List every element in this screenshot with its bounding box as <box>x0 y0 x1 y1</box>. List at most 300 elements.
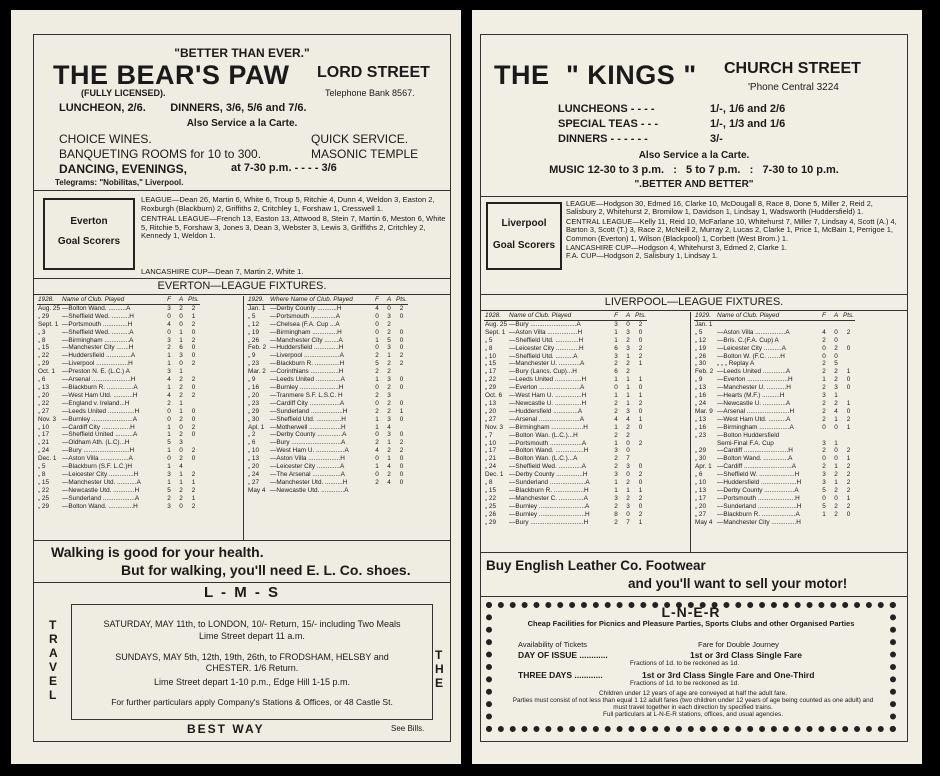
fixture-for: 3 <box>614 352 618 360</box>
fixture-against: 1 <box>179 478 183 486</box>
fixture-points: 0 <box>846 376 851 384</box>
fixture-points: 2 <box>846 471 851 479</box>
fixture-for: 3 <box>614 447 618 455</box>
fixture-for: 3 <box>167 470 171 478</box>
bears-paw-carte: Also Service a la Carte. <box>186 118 298 129</box>
lms-london-depart: Lime Street depart 11 a.m. <box>199 631 305 641</box>
fixture-date: „ 5 <box>485 336 493 344</box>
fixture-club: —Bolton Wan. (L.C.)...A <box>509 455 578 463</box>
fixture-against: 3 <box>179 352 183 360</box>
fixture-club: —Chelsea (F.A. Cup ...A <box>270 320 340 328</box>
fixture-club: —Manchester Utd. ..........H <box>270 478 348 486</box>
fixture-for: 4 <box>822 328 826 336</box>
fixture-row <box>37 479 200 487</box>
fixture-for: 1 <box>375 415 379 423</box>
fixture-for: 2 <box>822 447 826 455</box>
fixture-row <box>247 400 408 408</box>
fixture-date: „ 9 <box>248 376 256 384</box>
fixture-club: —Bury ..............................H <box>509 518 589 526</box>
fixture-points: 1 <box>846 455 851 463</box>
fixture-row <box>247 329 408 337</box>
fixture-row <box>484 519 647 527</box>
fixture-points: 2 <box>638 344 643 352</box>
divider <box>243 296 244 540</box>
fixture-club: —Bris. C.(F.A. Cup) A <box>717 336 779 344</box>
fixture-against: 3 <box>626 344 630 352</box>
fixture-date: „ 13 <box>248 455 260 463</box>
fixture-points <box>395 392 408 400</box>
fixture-row <box>247 439 408 447</box>
scorers-lancashire-cup: LANCASHIRE CUP—Hodgson 4, Whitehurst 3, Edmed 2, Clarke 1. <box>566 243 787 253</box>
fixture-row <box>37 408 200 416</box>
fixture-date: Oct. 6 <box>485 392 503 400</box>
fixture-date: „ 29 <box>38 312 50 320</box>
fixture-against: 2 <box>387 360 391 368</box>
fixture-points: 2 <box>399 439 404 447</box>
fixture-for: 5 <box>375 360 379 368</box>
fixture-against: 0 <box>626 510 630 518</box>
fixture-row <box>247 352 408 360</box>
fixture-date: „ 27 <box>485 415 497 423</box>
fixture-for: 5 <box>167 439 171 447</box>
fixture-against: 1 <box>179 399 183 407</box>
fixture-for: 1 <box>822 376 826 384</box>
fixture-row <box>694 376 855 384</box>
fixture-points: 2 <box>638 320 643 328</box>
fixture-club: —England v. Ireland...H <box>62 399 130 407</box>
fixture-for <box>818 320 830 328</box>
left-page <box>11 10 461 764</box>
fixture-club: —Portsmouth .....................H <box>717 494 800 502</box>
fixture-row <box>37 392 200 400</box>
kings-tagline: ".BETTER AND BETTER" <box>634 179 754 190</box>
fixture-points <box>187 463 200 471</box>
fixture-row <box>247 408 408 416</box>
fixture-club: —Oldham Ath. (L.C)...H <box>62 439 130 447</box>
fixture-for: 0 <box>822 423 826 431</box>
fixture-row <box>484 337 647 345</box>
fixture-date: „ 19 <box>248 328 260 336</box>
fixture-against: 1 <box>626 486 630 494</box>
travel-vertical: T R A V E L <box>49 618 58 702</box>
fixture-for: 2 <box>375 439 379 447</box>
fixture-against: 4 <box>834 407 838 415</box>
fixture-date: „ 8 <box>38 336 46 344</box>
fixture-points: 2 <box>846 415 851 423</box>
fixture-for: 3 <box>822 439 826 447</box>
fixture-for: 2 <box>614 360 618 368</box>
fixture-date: „ 23 <box>695 431 707 439</box>
fixture-club: —Cardiff ...........................A <box>717 463 797 471</box>
fixture-club: —Manchester City ........A <box>270 336 343 344</box>
telegrams: Telegrams: "Nobilitas," Liverpool. <box>55 178 184 187</box>
fixture-club: —Derby County ..............A <box>270 431 347 439</box>
fixture-club: —Leicester City ..........A <box>717 344 786 352</box>
fixture-points: 2 <box>638 494 643 502</box>
fixture-against: 2 <box>179 415 183 423</box>
fixture-points: 0 <box>191 407 196 415</box>
fixture-for: 0 <box>822 494 826 502</box>
fixture-against: 0 <box>626 320 630 328</box>
fixture-for: 1 <box>167 431 171 439</box>
fixture-date: „ 29 <box>248 407 260 415</box>
lner-three-fractions: Fractions of 1d. to be reckoned as 1d. <box>630 680 740 687</box>
bears-paw-street: LORD STREET <box>317 64 430 81</box>
fixture-for: 5 <box>822 502 826 510</box>
fixture-date: „ 20 <box>248 463 260 471</box>
fixture-against: 1 <box>834 439 838 447</box>
fixture-points: 1 <box>846 399 851 407</box>
lner-three-fare: 1st or 3rd Class Single Fare and One-Third <box>642 670 815 680</box>
fixture-club: —Leeds United ..............A <box>270 376 345 384</box>
banqueting-rooms: BANQUETING ROOMS for 10 to 300. <box>59 147 262 161</box>
fixture-date: „ 3 <box>38 328 46 336</box>
fixture-date: Aug. 25 <box>38 304 61 312</box>
fixture-club: —Hearts (M.F.) ..........H <box>717 392 785 400</box>
fixture-date: „ 23 <box>248 360 260 368</box>
fixture-points: 1 <box>638 486 643 494</box>
fixture-against: 2 <box>179 431 183 439</box>
fixture-points: 0 <box>399 431 404 439</box>
fixture-points: 0 <box>399 344 404 352</box>
divider <box>33 540 451 541</box>
fixture-date: „ 12 <box>695 336 707 344</box>
fixture-row <box>247 384 408 392</box>
fixture-for: 3 <box>614 320 618 328</box>
fixture-date: „ 16 <box>248 383 260 391</box>
fixture-row <box>694 408 855 416</box>
fixture-against: 1 <box>387 439 391 447</box>
scorer-club: Everton <box>70 216 108 227</box>
fixture-date: „ 10 <box>485 439 497 447</box>
fixture-against: 2 <box>387 399 391 407</box>
fixture-row <box>484 471 647 479</box>
fixture-club: —Portsmouth ..............H <box>62 320 133 328</box>
lner-day-fractions: Fractions of 1d. to be reckoned as 1d. <box>630 660 740 667</box>
scorers-fa-cup: F.A. CUP—Hodgson 2, Salisbury 1, Lindsay 1. <box>566 251 718 261</box>
fixture-for: 3 <box>822 479 826 487</box>
fixture-points: 0 <box>399 470 404 478</box>
fixture-for: 0 <box>375 344 379 352</box>
fixture-against: 2 <box>387 383 391 391</box>
fixture-club: —Bolton W. (F.C. .......H <box>717 352 785 360</box>
fixture-for: 2 <box>822 415 826 423</box>
fixture-against: 2 <box>179 455 183 463</box>
fixture-against: 2 <box>626 431 630 439</box>
fixture-points: 1 <box>846 368 851 376</box>
fixture-points: 2 <box>638 439 643 447</box>
fixture-date <box>694 440 716 448</box>
fixture-for: 1 <box>167 463 171 471</box>
fixture-for: 4 <box>167 320 171 328</box>
fixture-row <box>694 495 855 503</box>
fixture-row <box>37 424 200 432</box>
fixture-against: 0 <box>626 439 630 447</box>
lner-day-of-issue: DAY OF ISSUE ............ <box>518 650 608 660</box>
fixture-row <box>694 416 855 424</box>
footwear-ad-2: and you'll want to sell your motor! <box>628 576 848 591</box>
fixture-against: 1 <box>626 392 630 400</box>
fixture-against: 2 <box>834 344 838 352</box>
fixture-points: 1 <box>191 312 196 320</box>
fixture-against: 0 <box>834 455 838 463</box>
fixture-date: „ 26 <box>248 336 260 344</box>
fixture-points: 2 <box>846 486 851 494</box>
fixture-date: May 4 <box>695 518 713 526</box>
fixture-points: 2 <box>191 486 196 494</box>
fixture-date: „ 24 <box>485 463 497 471</box>
fixture-for: 2 <box>614 431 618 439</box>
fixture-row <box>484 503 647 511</box>
fixture-points: 0 <box>399 383 404 391</box>
fixture-against: 0 <box>387 304 391 312</box>
fixture-row <box>37 304 200 312</box>
fixture-club: —Preston N. E. (L.C.) A <box>62 368 130 376</box>
fixture-date: „ 20 <box>485 407 497 415</box>
fixture-for: 0 <box>375 399 379 407</box>
fixture-club: —Aston Villa ................A <box>62 455 133 463</box>
fixture-for <box>371 487 383 495</box>
fixture-club: —Corinthians ................H <box>270 368 344 376</box>
lner-box <box>486 602 896 732</box>
fixture-club: —Manchester U. ...........H <box>717 384 791 392</box>
fixture-row <box>484 432 647 440</box>
fixture-club: —Blackburn R. .................H <box>509 486 589 494</box>
fixture-row <box>37 455 200 463</box>
fixture-date: „ 13 <box>695 486 707 494</box>
fixture-for: 2 <box>614 502 618 510</box>
fixture-club: —Birmingham .................A <box>717 423 794 431</box>
fixture-against: 3 <box>387 431 391 439</box>
fixture-date: „ 25 <box>485 502 497 510</box>
fixture-club: —Sheffield United ..........A <box>62 431 138 439</box>
fixture-points <box>395 368 408 376</box>
fixture-club: —Huddersfield ..............A <box>62 352 136 360</box>
fixture-row <box>484 400 647 408</box>
fixture-points: 0 <box>399 399 404 407</box>
fixture-against: 1 <box>626 384 630 392</box>
fixture-row <box>694 463 855 471</box>
fixture-row <box>247 487 408 495</box>
fixture-row <box>694 471 855 479</box>
liverpool-fixtures-table-2: 1929. Name of Club. Played F A Pts. Jan. 1 „ 5 —Aston Villa .................A 4 0 2 „ 12 —Bris. C.(F.A. Cup) A 2 0 „ 19 —Leicester City ..........A 0 2 0 „ 26 —Bolton W. (F.C. .......H 0 0 „ 30 „ „ „ Replay A 2 5 Feb. 2 —Leeds United .............A 2 2 1 „ 9 —Everton .......................H 1 2 0 „ 13 —Manchester U. ...........H 2 3 0 „ 16 —Hearts (M.F.) ..........H 3 1 „ 24 —Newcastle U. .............A 2 2 1 Mar. 9 —Arsenal ........................H 2 4 0 „ 13 —West Ham Utd. ..........A 2 1 2 „ 16 —Birmingham .................A 0 0 1 „ 23 —Bolton Huddersfield Semi-Final F.A. Cup 3 1 „ 29 —Cardiff .........................H 2 0 2 „ 30 —Bolton Wand. ..............A 0 0 1 Apr. 1 —Cardiff ...........................A 2 1 2 „ 6 —Sheffield W. ....................H 3 2 2 „ 10 —Huddersfield ....................H 3 1 2 „ 13 —Derby County .................A 5 2 2 „ 17 —Portsmouth .....................H 0 0 1 „ 20 —Sunderland ......................H 5 2 2 „ 27 —Blackburn R. ...................A 1 2 0 May 4 —Manchester City ..............H <box>695 312 855 526</box>
fixture-date: „ 15 <box>38 344 50 352</box>
lms-particulars: For further particulars apply Company's Stations & Offices, or 48 Castle St. <box>111 697 393 707</box>
fixture-row <box>37 416 200 424</box>
masonic-temple: MASONIC TEMPLE <box>311 147 419 161</box>
fixture-against: 2 <box>387 447 391 455</box>
fixture-for: 1 <box>375 463 379 471</box>
fixture-date: „ 20 <box>38 391 50 399</box>
fixture-date: „ 6 <box>695 471 703 479</box>
fixture-for: 0 <box>375 383 379 391</box>
fixture-date: „ 20 <box>248 391 260 399</box>
fixture-club: —Manchester Utd. ...........A <box>62 478 141 486</box>
fixture-for: 4 <box>167 376 171 384</box>
kings-name: " KINGS " <box>566 60 697 90</box>
fixture-date: Jan. 1 <box>695 320 713 328</box>
fixture-points: 0 <box>399 336 404 344</box>
fixture-against: 1 <box>179 407 183 415</box>
fixture-date: „ 9 <box>695 376 703 384</box>
fixture-for: 5 <box>167 486 171 494</box>
fixture-row <box>37 344 200 352</box>
fixture-row <box>694 329 855 337</box>
fixture-row <box>37 360 200 368</box>
fixture-for: 3 <box>822 392 826 400</box>
fixture-points: 2 <box>846 479 851 487</box>
fixture-row <box>37 321 200 329</box>
fixture-for: 1 <box>375 423 379 431</box>
everton-fixtures-table-1: 1928. Name of Club. Played F A Pts. Aug. 25 —Bolton Wand. ..........A 3 2 2 „ 29 —Sheffield Wed. ..........H 0 0 1 Sept. 1 —Portsmouth ..............H 4 0 2 „ 3 —Sheffield Wed. ..........A 0 1 0 „ 8 —Birmingham ..............A 3 1 2 „ 15 —Manchester City .......H 2 6 0 „ 22 —Huddersfield ..............A 1 3 0 „ 29 —Liverpool ..................H 1 0 2 Oct. 1 —Preston N. E. (L.C.) A 3 1 „ 6 —Arsenal ......................H 4 2 2 „ 13 —Blackburn R. ...............A 1 2 0 „ 20 —West Ham Utd. ...........H 4 2 2 „ 22 —England v. Ireland...H 2 1 „ 27 —Leeds United ...............H 0 1 0 Nov. 3 —Burnley .......................A 0 2 0 „ 10 —Cardiff City ................H 1 0 2 „ 17 —Sheffield United ..........A 1 2 0 „ 21 —Oldham Ath. (L.C)...H 5 3 „ 24 —Bury ..........................H 1 0 2 Dec. 1 —Aston Villa ................A 0 2 0 „ 5 —Blackburn (S.F. L.C.)H 1 4 „ 8 —Leicester City ..............H 3 1 2 „ 15 —Manchester Utd. ...........A 1 1 1 „ 22 —Newcastle Utd. ............H 5 2 2 „ 25 —Sunderland ..................A 2 2 1 „ 29 —Bolton Wand. ..............H 3 0 2 <box>38 296 200 510</box>
fixture-club: —Manchester City .......H <box>62 344 134 352</box>
scorers-league: LEAGUE—Hodgson 30, Edmed 16, Clarke 10, McDougall 8, Race 8, Done 5, Miller 2, Reid 2, Salisbury 2, Whitehurst 2, Bromilow 1, Davidson 1, Lindsay 1, Wadsworth (Huddersfield) 1. <box>566 199 873 217</box>
fixture-date: „ 7 <box>485 431 493 439</box>
bears-paw-licence: (FULLY LICENSED). <box>81 88 166 98</box>
fixture-points: 0 <box>191 352 196 360</box>
fixture-for: 0 <box>167 328 171 336</box>
fixture-row <box>247 376 408 384</box>
fixture-club: —Cardiff City ................H <box>62 423 135 431</box>
fixture-row <box>247 463 408 471</box>
fixture-row <box>37 487 200 495</box>
fixture-against: 3 <box>626 502 630 510</box>
fixture-points: 1 <box>846 423 851 431</box>
fixture-club: —Bolton Wand. ..........A <box>62 304 131 312</box>
fixture-for: 2 <box>822 360 826 368</box>
fixture-points: 2 <box>191 336 196 344</box>
fixture-row <box>694 455 855 463</box>
fixture-row <box>484 479 647 487</box>
fixture-points: 1 <box>638 376 643 384</box>
fixture-row <box>694 440 855 448</box>
fixture-for: 2 <box>375 368 379 376</box>
fixture-row <box>484 392 647 400</box>
fixture-points <box>187 368 200 376</box>
fixture-date: Oct. 1 <box>38 368 56 376</box>
fixture-date: „ 6 <box>248 439 256 447</box>
fixture-date: „ 5 <box>38 463 46 471</box>
fixture-for: 8 <box>614 510 618 518</box>
fixture-points: 0 <box>191 344 196 352</box>
fixture-club: —Huddersfield ..............A <box>509 407 583 415</box>
fixture-for: 1 <box>167 478 171 486</box>
fixture-club: —Liverpool ..................H <box>62 360 133 368</box>
fixture-for: 0 <box>375 312 379 320</box>
fixture-date: Dec. 1 <box>38 455 57 463</box>
fixture-row <box>484 408 647 416</box>
fixture-points: 2 <box>191 320 196 328</box>
divider <box>33 294 451 295</box>
fixture-for: 3 <box>614 494 618 502</box>
fixture-for: 2 <box>614 455 618 463</box>
fixture-date: „ 17 <box>485 368 497 376</box>
fixture-for: 1 <box>167 383 171 391</box>
fixture-against: 1 <box>626 352 630 360</box>
fixture-club: —Burnley ..........................H <box>509 510 590 518</box>
fixture-date: Sept. 1 <box>38 320 59 328</box>
liverpool-scorers <box>566 200 902 261</box>
fixture-points: 2 <box>191 391 196 399</box>
fixture-against: 4 <box>179 463 183 471</box>
fixture-points: 0 <box>846 510 851 518</box>
fixture-date: Mar. 9 <box>695 407 713 415</box>
fixture-row <box>37 463 200 471</box>
bears-paw-name: THE BEAR'S PAW <box>53 60 290 90</box>
fixture-row <box>484 376 647 384</box>
fixture-club: —Leeds United ...............H <box>509 376 587 384</box>
fixture-against: 3 <box>179 439 183 447</box>
fixture-club: —Sunderland ....................A <box>509 479 590 487</box>
fixture-row <box>37 447 200 455</box>
fixture-points: 0 <box>399 312 404 320</box>
fixture-date: „ 25 <box>38 494 50 502</box>
fixture-points <box>634 455 647 463</box>
fixture-row <box>247 360 408 368</box>
fixture-date: „ 15 <box>485 486 497 494</box>
fixture-against: 2 <box>626 360 630 368</box>
fixture-for: 0 <box>375 320 379 328</box>
fixture-date: „ 29 <box>695 447 707 455</box>
fixture-against: 2 <box>834 486 838 494</box>
walking-line-1: Walking is good for your health. <box>51 544 264 560</box>
scorers-central-league: CENTRAL LEAGUE—French 13, Easton 13, Attwood 8, Stein 7, Martin 6, Meston 6, White 5, Ritchie 5, Forshaw 3, Jones 3, Dean 3, Webster 3, Lewis 3, Griffiths 2, Critchley 2, Kennedy 1, Weldon 1. <box>141 214 446 241</box>
fixture-against: 4 <box>387 478 391 486</box>
fixture-row <box>484 353 647 361</box>
fixture-for: 2 <box>822 368 826 376</box>
fixture-against: 0 <box>179 312 183 320</box>
fixture-club: —West Ham U. ................A <box>270 447 349 455</box>
divider <box>33 190 451 191</box>
fixture-club: —Bolton Wand. ..............A <box>717 455 793 463</box>
fixture-row <box>484 511 647 519</box>
fixture-row <box>247 479 408 487</box>
fixture-against: 0 <box>834 423 838 431</box>
fixture-points: 2 <box>638 510 643 518</box>
fixture-for: 0 <box>375 431 379 439</box>
fixture-club: —Arsenal .......................A <box>509 415 584 423</box>
fixture-points: 0 <box>638 407 643 415</box>
fixture-club: —Sheffield Wed. .............A <box>509 463 586 471</box>
fixture-row <box>247 368 408 376</box>
fixture-date: Dec. 1 <box>485 471 504 479</box>
fixture-date: „ 15 <box>485 360 497 368</box>
fixture-row <box>247 392 408 400</box>
fixture-against: 2 <box>834 510 838 518</box>
lner-facilities: Cheap Facilities for Picnics and Pleasure Parties, Sports Clubs and other Organised Parties <box>527 619 855 628</box>
fixture-row <box>37 439 200 447</box>
fixture-against: 3 <box>387 391 391 399</box>
fixture-row <box>484 320 647 328</box>
fixture-for: 2 <box>614 407 618 415</box>
scorers-central-league: CENTRAL LEAGUE—Kelly 11, Reid 10, McFarlane 10, Whitehurst 7, Miller 7, Lindsay 4, Scott (A.) 4, Barton 3, Scott (T.) 3, Race 2, McNeill 2, Murray 2, Lucas 2, Clarke 1, Price 1, McBain 1, Perrigoe 1, Common (Everton) 1, Wilson (Blackpool) 1, Corbett (West Brom.) 1. <box>566 216 897 243</box>
lner-title: L-N-E-R <box>661 604 721 620</box>
fixture-row <box>484 416 647 424</box>
fixture-points: 0 <box>638 384 643 392</box>
scorers-league: LEAGUE—Dean 26, Martin 6, White 6, Troup 5, Ritchie 4, Dunn 4, Weldon 3, Easton 2, Roxburgh (Blackburn) 2, Griffiths 2, Critchley 1, Forshaw 1, Cresswell 1. <box>141 195 435 213</box>
fixture-points <box>187 439 200 447</box>
fixture-for: 6 <box>614 368 618 376</box>
fixture-row <box>694 392 855 400</box>
fixture-date: „ 8 <box>485 344 493 352</box>
fixture-against: 3 <box>834 384 838 392</box>
fixture-for: 2 <box>167 344 171 352</box>
fixture-against: 2 <box>834 368 838 376</box>
fixture-points <box>842 519 855 527</box>
fixture-points: 2 <box>191 304 196 312</box>
fixture-points: 2 <box>399 304 404 312</box>
fixture-against: 1 <box>179 328 183 336</box>
